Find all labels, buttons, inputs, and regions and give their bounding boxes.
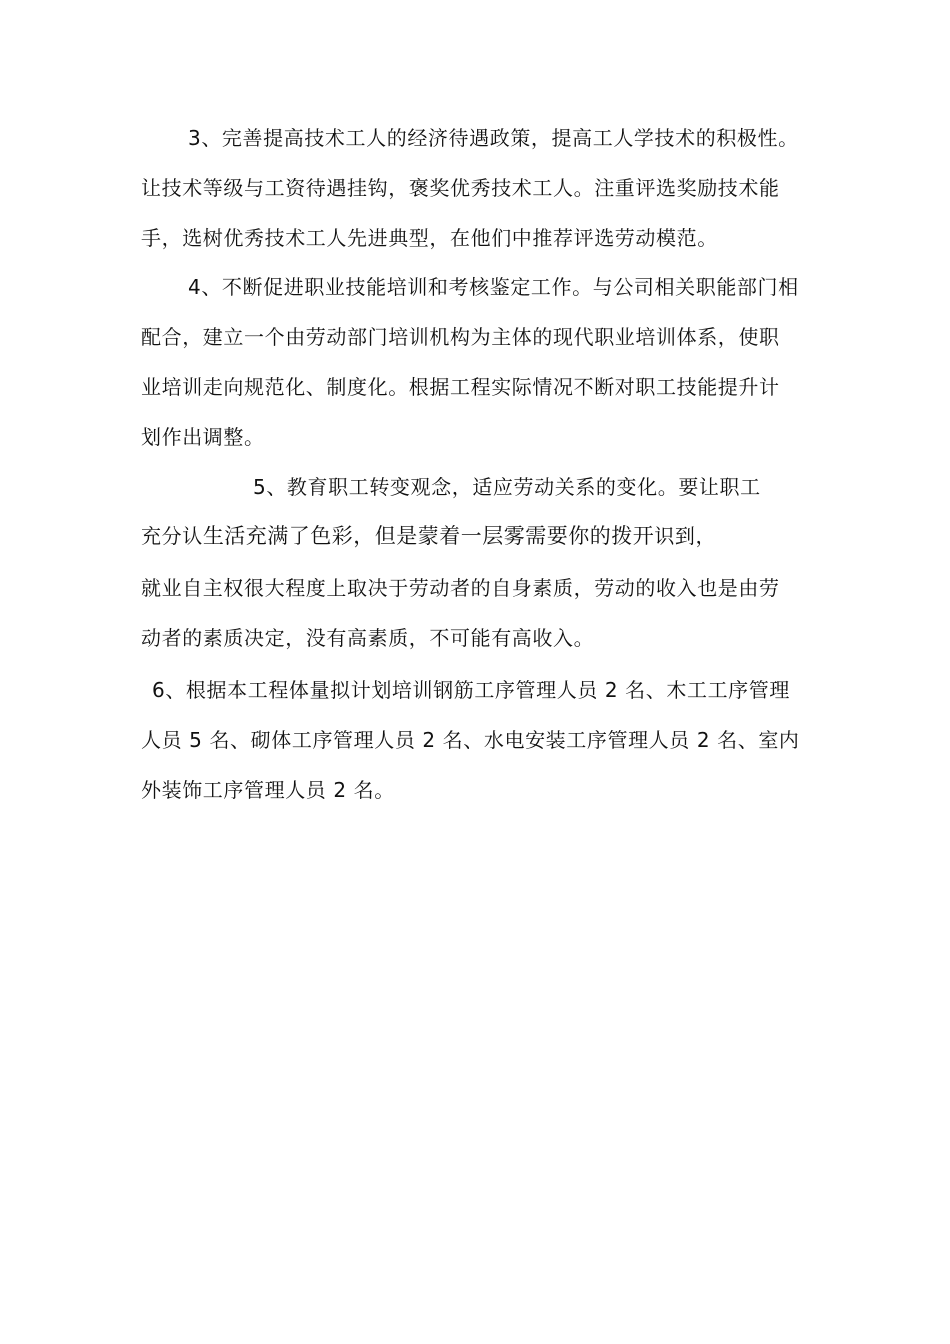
paragraph-3-line-1: 3、完善提高技术工人的经济待遇政策，提高工人学技术的积极性。 (188, 126, 799, 150)
paragraph-4-line-2: 配合，建立一个由劳动部门培训机构为主体的现代职业培训体系，使职 (141, 325, 780, 349)
paragraph-5-line-3: 就业自主权很大程度上取决于劳动者的自身素质，劳动的收入也是由劳 (141, 576, 780, 600)
paragraph-5-line-2 (141, 522, 716, 550)
paragraph-3-line-2: 让技术等级与工资待遇挂钩，褒奖优秀技术工人。注重评选奖励技术能 (141, 176, 780, 200)
paragraph-4-line-3: 业培训走向规范化、制度化。根据工程实际情况不断对职工技能提升计 (141, 375, 780, 399)
paragraph-6-line-3: 外装饰工序管理人员 2 名。 (141, 778, 395, 802)
paragraph-5-line-2-prefix: 充分认 (141, 524, 203, 548)
paragraph-6-line-1: 6、根据本工程体量拟计划培训钢筋工序管理人员 2 名、木工工序管理 (152, 678, 790, 702)
paragraph-5-line-4: 动者的素质决定，没有高素质，不可能有高收入。 (141, 626, 595, 650)
paragraph-5-inserted-text: 生活充满了色彩，但是蒙着一层雾需要你的拨开 (202, 524, 655, 548)
paragraph-5-line-1: 5、教育职工转变观念，适应劳动关系的变化。要让职工 (253, 475, 761, 499)
paragraph-4-line-1: 4、不断促进职业技能培训和考核鉴定工作。与公司相关职能部门相 (188, 275, 799, 299)
paragraph-3-line-3: 手，选树优秀技术工人先进典型，在他们中推荐评选劳动模范。 (141, 226, 718, 250)
paragraph-6-line-2: 人员 5 名、砌体工序管理人员 2 名、水电安装工序管理人员 2 名、室内 (141, 728, 800, 752)
paragraph-4-line-4: 划作出调整。 (141, 425, 265, 449)
paragraph-5-line-2-suffix: 识到， (654, 524, 717, 548)
